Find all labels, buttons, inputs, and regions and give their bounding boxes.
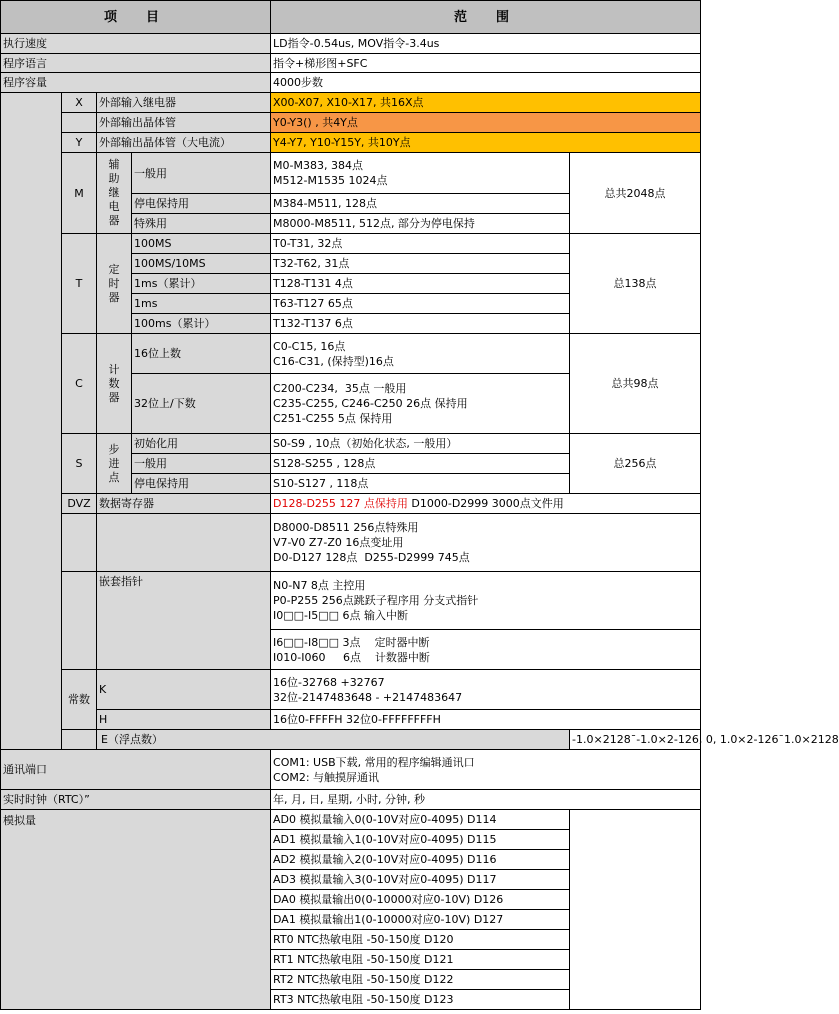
analog-row: AD0 模拟量输入0(0-10V对应0-4095) D114 <box>271 810 570 830</box>
m-row-label: 特殊用 <box>132 214 271 234</box>
x-value: X00-X07, X10-X17, 共16X点 <box>271 93 701 113</box>
c-row-label: 32位上/下数 <box>132 374 271 434</box>
dvz-value-red: D128-D255 127 点保持用 <box>273 497 408 510</box>
c-row-value: C0-C15, 16点 C16-C31, (保持型)16点 <box>271 334 570 374</box>
t-row-value: T128-T131 4点 <box>271 274 570 294</box>
analog-row: AD1 模拟量输入1(0-10V对应0-4095) D115 <box>271 830 570 850</box>
s-group: 步进点 <box>97 434 132 494</box>
m-row-value: M0-M383, 384点 M512-M1535 1024点 <box>271 153 570 194</box>
c-code: C <box>62 334 97 434</box>
t-code: T <box>62 234 97 334</box>
y1-value: Y0-Y3() , 共4Y点 <box>271 113 701 133</box>
rtc-label: 实时时钟（RTC）” <box>1 790 271 810</box>
y1-code-blank <box>62 113 97 133</box>
m-row-value: M384-M511, 128点 <box>271 194 570 214</box>
analog-row: AD3 模拟量输入3(0-10V对应0-4095) D117 <box>271 870 570 890</box>
y2-value: Y4-Y7, Y10-Y15Y, 共10Y点 <box>271 133 701 153</box>
prog-cap-label: 程序容量 <box>1 73 271 93</box>
const-e-value: -1.0×2128¯-1.0×2-126, 0, 1.0×2-126¯1.0×2128 <box>570 730 701 750</box>
const-h-value: 16位0-FFFFH 32位0-FFFFFFFFH <box>271 710 701 730</box>
const-k-label: K <box>97 670 271 710</box>
dvz-code: DVZ <box>62 494 97 514</box>
m-row-label: 停电保持用 <box>132 194 271 214</box>
y1-label: 外部输出晶体管 <box>97 113 271 133</box>
s-row-label: 一般用 <box>132 454 271 474</box>
const-label: 常数 <box>62 670 97 730</box>
c-row-value: C200-C234, 35点 一般用 C235-C255, C246-C250 26点 保持用 C251-C255 5点 保持用 <box>271 374 570 434</box>
const-k-value: 16位-32768 +32767 32位-2147483648 - +2147483647 <box>271 670 701 710</box>
m-row-value: M8000-M8511, 512点, 部分为停电保持 <box>271 214 570 234</box>
t-row-value: T63-T127 65点 <box>271 294 570 314</box>
analog-row: RT3 NTC热敏电阻 -50-150度 D123 <box>271 990 570 1010</box>
s-row-label: 初始化用 <box>132 434 271 454</box>
rtc-value: 年, 月, 日, 星期, 小时, 分钟, 秒 <box>271 790 701 810</box>
c-total: 总共98点 <box>570 334 701 434</box>
nest-label: 嵌套指针 <box>97 572 271 670</box>
s-row-value: S10-S127 , 118点 <box>271 474 570 494</box>
s-row-value: S128-S255 , 128点 <box>271 454 570 474</box>
const-e-label: E（浮点数） <box>97 730 570 750</box>
comm-value: COM1: USB下载, 常用的程序编辑通讯口 COM2: 与触摸屏通讯 <box>271 750 701 790</box>
nest-code-blank <box>62 572 97 670</box>
t-row-value: T132-T137 6点 <box>271 314 570 334</box>
analog-row: DA0 模拟量输出0(0-10000对应0-10V) D126 <box>271 890 570 910</box>
dvz-blank-label <box>97 514 271 572</box>
t-row-label: 100MS <box>132 234 271 254</box>
s-total: 总256点 <box>570 434 701 494</box>
prog-cap-value: 4000步数 <box>271 73 701 93</box>
dvz-label: 数据寄存器 <box>97 494 271 514</box>
prog-lang-value: 指令+梯形图+SFC <box>271 54 701 73</box>
t-row-label: 1ms <box>132 294 271 314</box>
c-row-label: 16位上数 <box>132 334 271 374</box>
m-code: M <box>62 153 97 234</box>
nest-value2: I6□□-I8□□ 3点 定时器中断 I010-I060 6点 计数器中断 <box>271 630 701 670</box>
t-row-label: 100ms（累计） <box>132 314 271 334</box>
t-row-value: T32-T62, 31点 <box>271 254 570 274</box>
dvz-value2: D8000-D8511 256点特殊用 V7-V0 Z7-Z0 16点变址用 D0-D127 128点 D255-D2999 745点 <box>271 514 701 572</box>
io-group-blank <box>1 93 62 750</box>
const-h-label: H <box>97 710 271 730</box>
t-row-label: 1ms（累计） <box>132 274 271 294</box>
analog-row: RT1 NTC热敏电阻 -50-150度 D121 <box>271 950 570 970</box>
header-item: 项 目 <box>1 1 271 34</box>
c-group: 计数器 <box>97 334 132 434</box>
dvz-blank <box>62 514 97 572</box>
analog-row: DA1 模拟量输出1(0-10000对应0-10V) D127 <box>271 910 570 930</box>
nest-value1: N0-N7 8点 主控用 P0-P255 256点跳跃子程序用 分支式指针 I0□□-I5□□ 6点 输入中断 <box>271 572 701 630</box>
t-group: 定时器 <box>97 234 132 334</box>
header-range: 范 围 <box>271 1 701 34</box>
comm-label: 通讯端口 <box>1 750 271 790</box>
analog-label: 模拟量 <box>1 810 271 1010</box>
dvz-value <box>271 494 701 514</box>
analog-row: AD2 模拟量输入2(0-10V对应0-4095) D116 <box>271 850 570 870</box>
exec-speed-value: LD指令-0.54us, MOV指令-3.4us <box>271 34 701 54</box>
analog-row: RT0 NTC热敏电阻 -50-150度 D120 <box>271 930 570 950</box>
y2-label: 外部输出晶体管（大电流） <box>97 133 271 153</box>
t-row-value: T0-T31, 32点 <box>271 234 570 254</box>
exec-speed-label: 执行速度 <box>1 34 271 54</box>
y2-code: Y <box>62 133 97 153</box>
s-row-value: S0-S9 , 10点（初始化状态, 一般用） <box>271 434 570 454</box>
dvz-value-rest: D1000-D2999 3000点文件用 <box>407 497 564 510</box>
const-e-blank <box>62 730 97 750</box>
prog-lang-label: 程序语言 <box>1 54 271 73</box>
x-code: X <box>62 93 97 113</box>
m-row-label: 一般用 <box>132 153 271 194</box>
m-total: 总共2048点 <box>570 153 701 234</box>
analog-row: RT2 NTC热敏电阻 -50-150度 D122 <box>271 970 570 990</box>
t-total: 总138点 <box>570 234 701 334</box>
x-label: 外部输入继电器 <box>97 93 271 113</box>
s-code: S <box>62 434 97 494</box>
analog-blank <box>570 810 701 1010</box>
s-row-label: 停电保持用 <box>132 474 271 494</box>
m-group: 辅助继电器 <box>97 153 132 234</box>
t-row-label: 100MS/10MS <box>132 254 271 274</box>
